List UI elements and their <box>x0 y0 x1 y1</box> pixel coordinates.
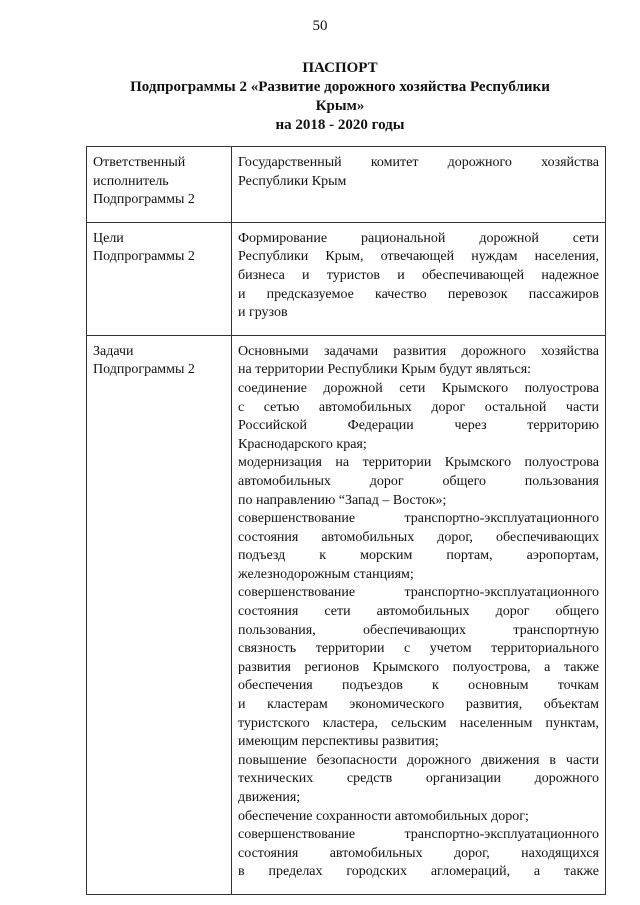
row-value-line: состояния автомобильных дорог, обеспечивающих <box>238 529 599 545</box>
row-value-line: автомобильных дорог общего пользования <box>238 473 599 489</box>
row-value-line: в пределах городских агломераций, а также <box>238 864 599 880</box>
row-value-line: имеющим перспективы развития; <box>238 734 439 750</box>
page-number: 50 <box>312 18 328 34</box>
row-value-line: Республики Крым, отвечающей нуждам населения, <box>238 249 599 265</box>
row-value-cell <box>232 222 606 335</box>
heading-subtitle-line-1: Подпрограммы 2 «Развитие дорожного хозяйства Республики <box>130 79 550 95</box>
row-value-line: соединение дорожной сети Крымского полуострова <box>238 380 599 396</box>
row-label-line: Ответственный <box>93 155 186 170</box>
row-value-line: состояния сети автомобильных дорог общего <box>238 604 599 620</box>
row-value-line: Краснодарского края; <box>238 436 367 452</box>
row-value-line: состояния автомобильных дорог, находящихся <box>238 845 599 861</box>
row-label-line: исполнитель <box>93 173 169 189</box>
row-value-line: повышение безопасности дорожного движения в части <box>238 752 599 768</box>
row-value-line: на территории Республики Крым будут являться: <box>238 362 532 378</box>
row-value-line: развития регионов Крымского полуострова, а также <box>238 659 599 675</box>
row-value-line: совершенствование транспортно-эксплуатационного <box>238 827 599 843</box>
row-value-line: и предсказуемое качество перевозок пассажиров <box>238 286 599 302</box>
passport-table <box>86 146 606 895</box>
row-value-line: по направлению “Запад – Восток»; <box>238 492 447 508</box>
row-value-cell <box>232 147 606 223</box>
passport-table-body <box>87 147 606 895</box>
row-value-line: Формирование рациональной дорожной сети <box>238 230 599 246</box>
row-value-line: обеспечение сохранности автомобильных дорог; <box>238 808 529 824</box>
row-value-line: Основными задачами развития дорожного хозяйства <box>238 343 599 359</box>
row-label-cell <box>87 335 232 894</box>
row-value-line: совершенствование транспортно-эксплуатационного <box>238 585 599 601</box>
row-value-line: туристского кластера, сельским населенным пунктам, <box>238 715 599 731</box>
table-row <box>87 222 606 335</box>
row-value-line: с сетью автомобильных дорог остальной части <box>238 399 599 415</box>
row-value-cell <box>232 335 606 894</box>
row-label-cell <box>87 222 232 335</box>
row-value-line: движения; <box>238 790 301 805</box>
row-label-cell <box>87 147 232 223</box>
heading-subtitle-line-2: Крым» <box>315 98 365 114</box>
row-label-line: Цели <box>93 230 124 246</box>
row-label-line: Задачи <box>93 343 134 359</box>
row-value-line: совершенствование транспортно-эксплуатационного <box>238 511 599 527</box>
table-row <box>87 147 606 223</box>
row-label-line: Подпрограммы 2 <box>93 249 195 265</box>
heading-period: на 2018 - 2020 годы <box>275 117 405 133</box>
row-value-line: пользования, обеспечивающих транспортную <box>238 622 599 638</box>
row-value-line: обеспечения подъездов к основным точкам <box>238 678 599 694</box>
row-value-line: бизнеса и туристов и обеспечивающей надежное <box>238 267 599 283</box>
row-label-line: Подпрограммы 2 <box>93 192 195 208</box>
row-value-line: подъезд к морским портам, аэропортам, <box>238 548 599 564</box>
row-value-line: и кластерам экономического развития, объектам <box>238 697 599 713</box>
heading-title: ПАСПОРТ <box>302 60 378 76</box>
table-row <box>87 335 606 894</box>
row-value-line: модернизация на территории Крымского полуострова <box>238 455 599 471</box>
document-heading <box>100 59 580 135</box>
row-value-line: связность территории с учетом территориального <box>238 641 599 657</box>
row-value-line: и грузов <box>238 305 288 321</box>
row-value-line: железнодорожным станциям; <box>238 566 414 582</box>
row-value-line: Государственный комитет дорожного хозяйства <box>238 155 599 170</box>
row-value-line: Республики Крым <box>238 173 347 189</box>
row-value-line: Российской Федерации через территорию <box>238 418 599 434</box>
row-value-line: технических средств организации дорожного <box>238 771 599 787</box>
row-label-line: Подпрограммы 2 <box>93 362 195 378</box>
